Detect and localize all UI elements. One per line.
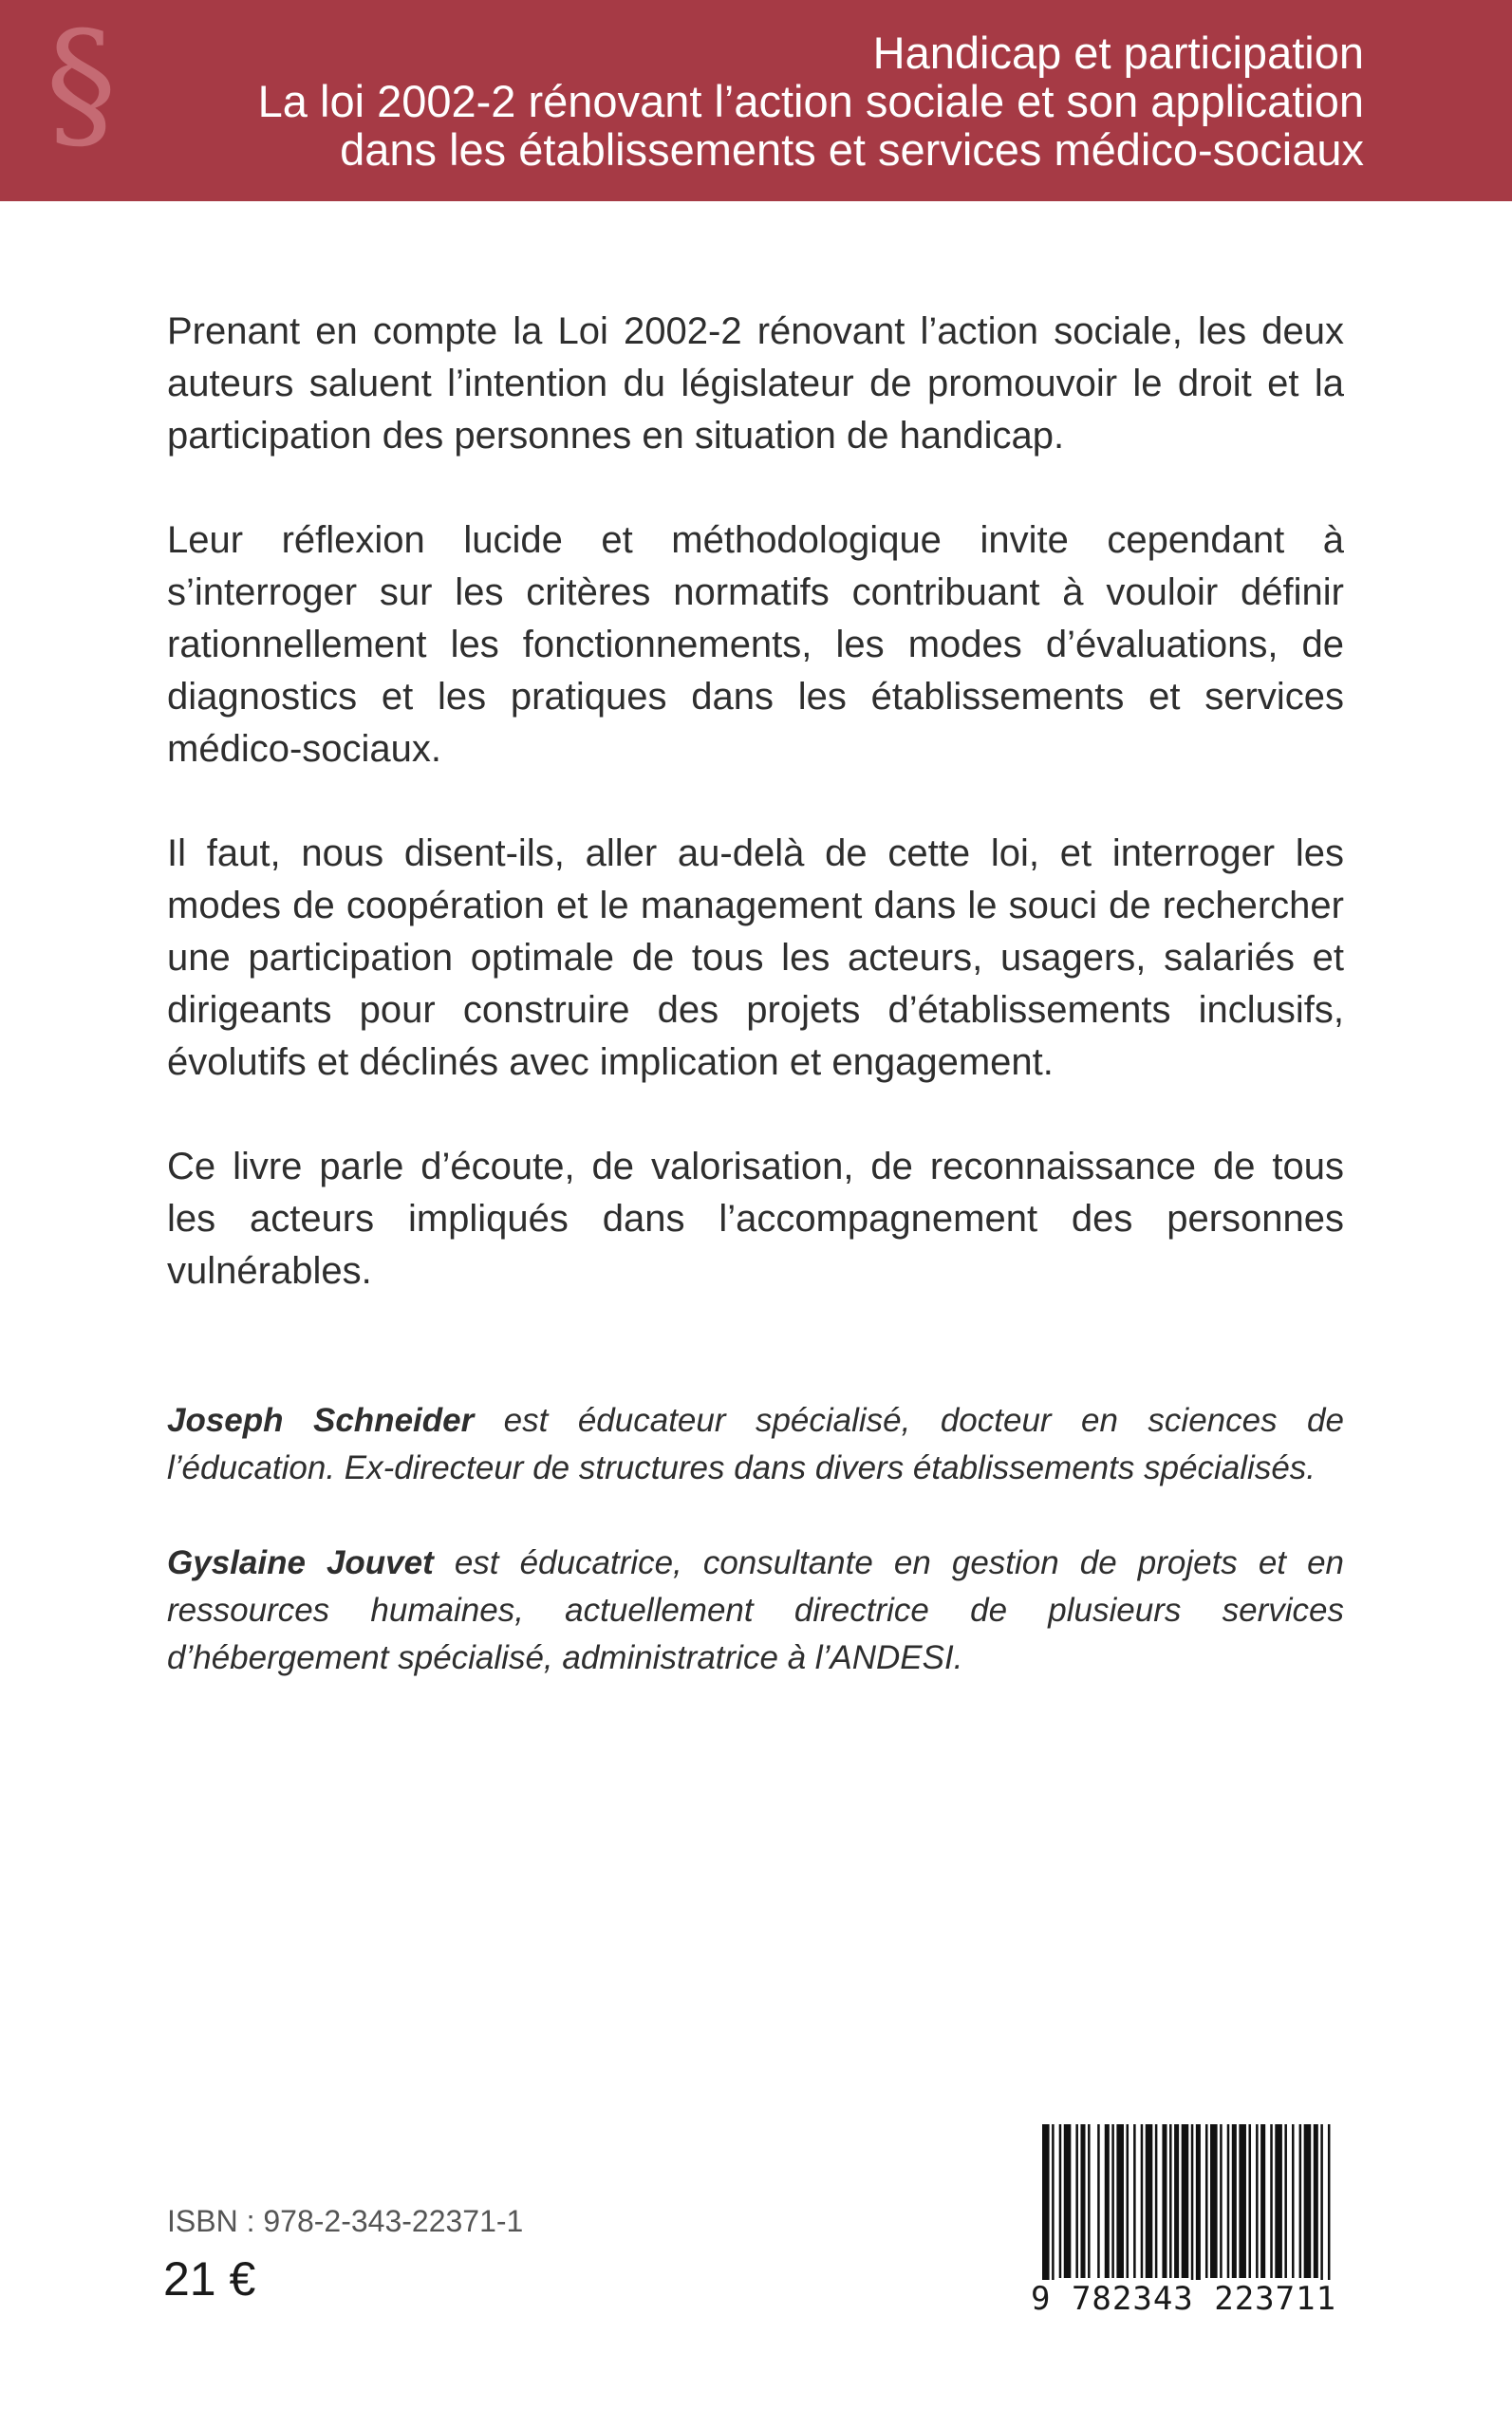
barcode-bar bbox=[1260, 2124, 1265, 2278]
barcode-bar bbox=[1314, 2124, 1318, 2278]
barcode-bar bbox=[1042, 2124, 1050, 2295]
barcode-icon bbox=[1042, 2124, 1333, 2295]
barcode-bar bbox=[1328, 2124, 1331, 2295]
author-name: Gyslaine Jouvet bbox=[167, 1544, 434, 1581]
barcode-bar bbox=[1127, 2124, 1129, 2278]
barcode-bar bbox=[1256, 2124, 1259, 2278]
barcode-bar bbox=[1052, 2124, 1055, 2295]
barcode-bar bbox=[1182, 2124, 1189, 2278]
series-title: Handicap et participation bbox=[872, 28, 1364, 78]
barcode-number: 9 782343 223711 bbox=[1031, 2280, 1337, 2318]
barcode-bar bbox=[1191, 2124, 1194, 2295]
barcode-bar bbox=[1105, 2124, 1110, 2278]
barcode-bar bbox=[1174, 2124, 1179, 2278]
blurb-paragraph: Il faut, nous disent-ils, aller au-delà de cette loi, et interroger les modes de coopération et le management dans le souci de rechercher une participation optimale de tous les acteurs, usagers, salariés et dirigeants pour construire des projets d’établissements inclusifs, évolutifs et déclinés avec implication et engagement. bbox=[167, 832, 1344, 1083]
barcode-bar bbox=[1080, 2124, 1085, 2278]
barcode-bar bbox=[1169, 2124, 1172, 2278]
barcode-bar bbox=[1210, 2124, 1218, 2278]
barcode-bar bbox=[1248, 2124, 1251, 2278]
blurb-paragraph: Prenant en compte la Loi 2002-2 rénovant l’action sociale, les deux auteurs saluent l’intention du législateur de promouvoir le droit et la participation des personnes en situation de handicap. bbox=[167, 310, 1344, 457]
section-symbol-icon: § bbox=[46, 2, 117, 167]
barcode-bar bbox=[1141, 2124, 1144, 2278]
header-band bbox=[0, 0, 1512, 201]
barcode-bar bbox=[1155, 2124, 1158, 2278]
barcode-bar bbox=[1205, 2124, 1208, 2278]
barcode-bar bbox=[1227, 2124, 1230, 2278]
barcode-bar bbox=[1196, 2124, 1201, 2295]
barcode-bar bbox=[1320, 2124, 1323, 2295]
barcode-bar bbox=[1133, 2124, 1136, 2278]
barcode-bar bbox=[1064, 2124, 1072, 2278]
barcode-bar bbox=[1088, 2124, 1091, 2278]
barcode-bar bbox=[1232, 2124, 1237, 2278]
author-name: Joseph Schneider bbox=[167, 1402, 475, 1439]
barcode-bar bbox=[1162, 2124, 1167, 2278]
isbn: ISBN : 978-2-343-22371-1 bbox=[167, 2204, 524, 2238]
barcode-bar bbox=[1059, 2124, 1062, 2278]
author-bio bbox=[167, 1540, 1344, 1682]
barcode-bar bbox=[1284, 2124, 1287, 2278]
barcode-bar bbox=[1146, 2124, 1153, 2278]
barcode-bar bbox=[1270, 2124, 1273, 2278]
price: 21 € bbox=[163, 2252, 256, 2306]
book-title-line-2: dans les établissements et services médico-sociaux bbox=[340, 124, 1364, 175]
blurb-paragraph: Ce livre parle d’écoute, de valorisation, de reconnaissance de tous les acteurs impliqués dans l’accompagnement des personnes vulnérables. bbox=[167, 1146, 1344, 1292]
author-bio bbox=[167, 1397, 1344, 1492]
author-description: est éducateur spécialisé, docteur en sciences de l’éducation. Ex-directeur de structures dans divers établissements spécialisés. bbox=[167, 1402, 1344, 1486]
barcode-bar bbox=[1075, 2124, 1078, 2278]
book-title-line-1: La loi 2002-2 rénovant l’action sociale et son application bbox=[257, 76, 1364, 126]
barcode-bar bbox=[1220, 2124, 1223, 2278]
barcode-bar bbox=[1116, 2124, 1124, 2278]
barcode-bar bbox=[1304, 2124, 1312, 2278]
author-bios bbox=[167, 1397, 1344, 1729]
header-titles bbox=[258, 28, 1364, 174]
barcode-bar bbox=[1292, 2124, 1295, 2278]
barcode-bar bbox=[1299, 2124, 1302, 2278]
barcode-bar bbox=[1097, 2124, 1100, 2278]
barcode-bar bbox=[1275, 2124, 1282, 2278]
barcode-bar bbox=[1111, 2124, 1114, 2278]
blurb-paragraph: Leur réflexion lucide et méthodologique invite cependant à s’interroger sur les critères normatifs contribuant à vouloir définir rationnellement les fonctionnements, les modes d’évaluations, de diagnostics et les pratiques dans les établissements et services médico-sociaux. bbox=[167, 519, 1344, 770]
barcode-bar bbox=[1239, 2124, 1246, 2278]
blurb bbox=[167, 306, 1344, 1350]
author-description: est éducatrice, consultante en gestion de projets et en ressources humaines, actuellement directrice de plusieurs services d’hébergement spécialisé, administratrice à l’ANDESI. bbox=[167, 1544, 1345, 1676]
